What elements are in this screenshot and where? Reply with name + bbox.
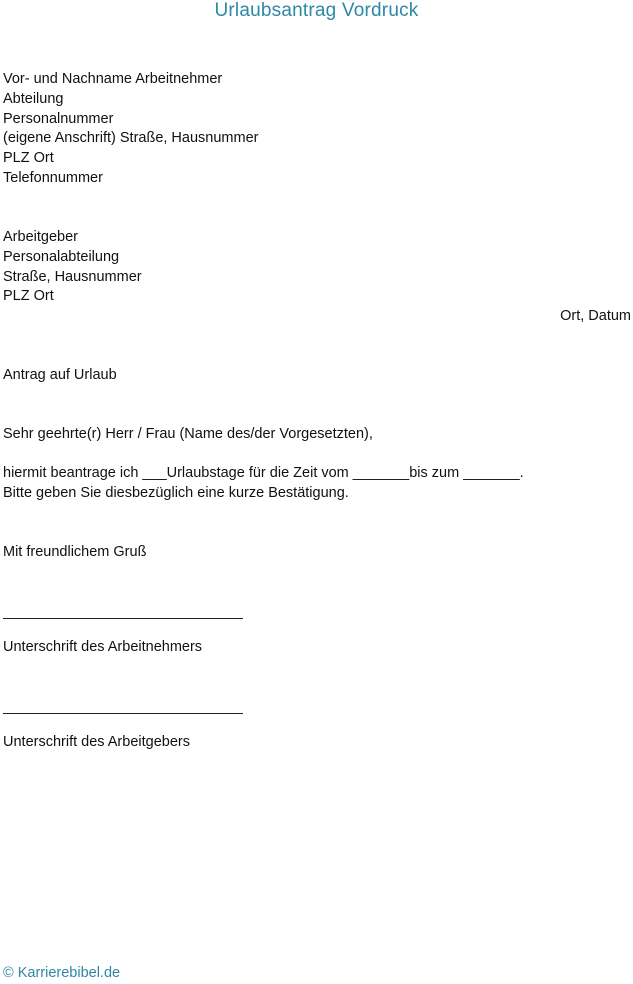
employee-phone: Telefonnummer xyxy=(3,169,103,186)
closing-block xyxy=(3,543,146,563)
body-request: hiermit beantrage ich ___Urlaubstage für die Zeit vom _______bis zum _______. xyxy=(3,465,524,481)
signature-line-employer xyxy=(3,713,243,714)
body-block xyxy=(3,464,524,504)
footer-copyright: © Karrierebibel.de xyxy=(3,965,121,981)
employer-city: PLZ Ort xyxy=(3,288,54,305)
closing: Mit freundlichem Gruß xyxy=(3,544,147,560)
salutation: Sehr geehrte(r) Herr / Frau (Name des/der Vorgesetzten), xyxy=(3,426,373,442)
employer-street: Straße, Hausnummer xyxy=(3,268,142,285)
signature-employee-block xyxy=(3,638,202,658)
employee-department: Abteilung xyxy=(3,90,64,107)
signature-employee-label: Unterschrift des Arbeitnehmers xyxy=(3,639,203,655)
employer-name: Arbeitgeber xyxy=(3,229,78,245)
place-date: Ort, Datum xyxy=(560,308,631,324)
employee-city: PLZ Ort xyxy=(3,150,54,167)
body-confirmation: Bitte geben Sie diesbezüglich eine kurze Bestätigung. xyxy=(3,484,349,501)
employee-personnel-number: Personalnummer xyxy=(3,110,114,127)
employee-address-block xyxy=(3,70,258,189)
salutation-block xyxy=(3,425,373,445)
signature-employer-block xyxy=(3,733,190,753)
signature-employer-label: Unterschrift des Arbeitgebers xyxy=(3,734,190,750)
signature-line-employee xyxy=(3,618,243,619)
employee-name: Vor- und Nachname Arbeitnehmer xyxy=(3,71,223,87)
subject-line xyxy=(3,366,117,386)
document-title: Urlaubsantrag Vordruck xyxy=(214,0,419,21)
employee-street: (eigene Anschrift) Straße, Hausnummer xyxy=(3,130,259,147)
subject: Antrag auf Urlaub xyxy=(3,367,117,383)
employer-address-block xyxy=(3,228,142,307)
employer-department: Personalabteilung xyxy=(3,248,120,265)
